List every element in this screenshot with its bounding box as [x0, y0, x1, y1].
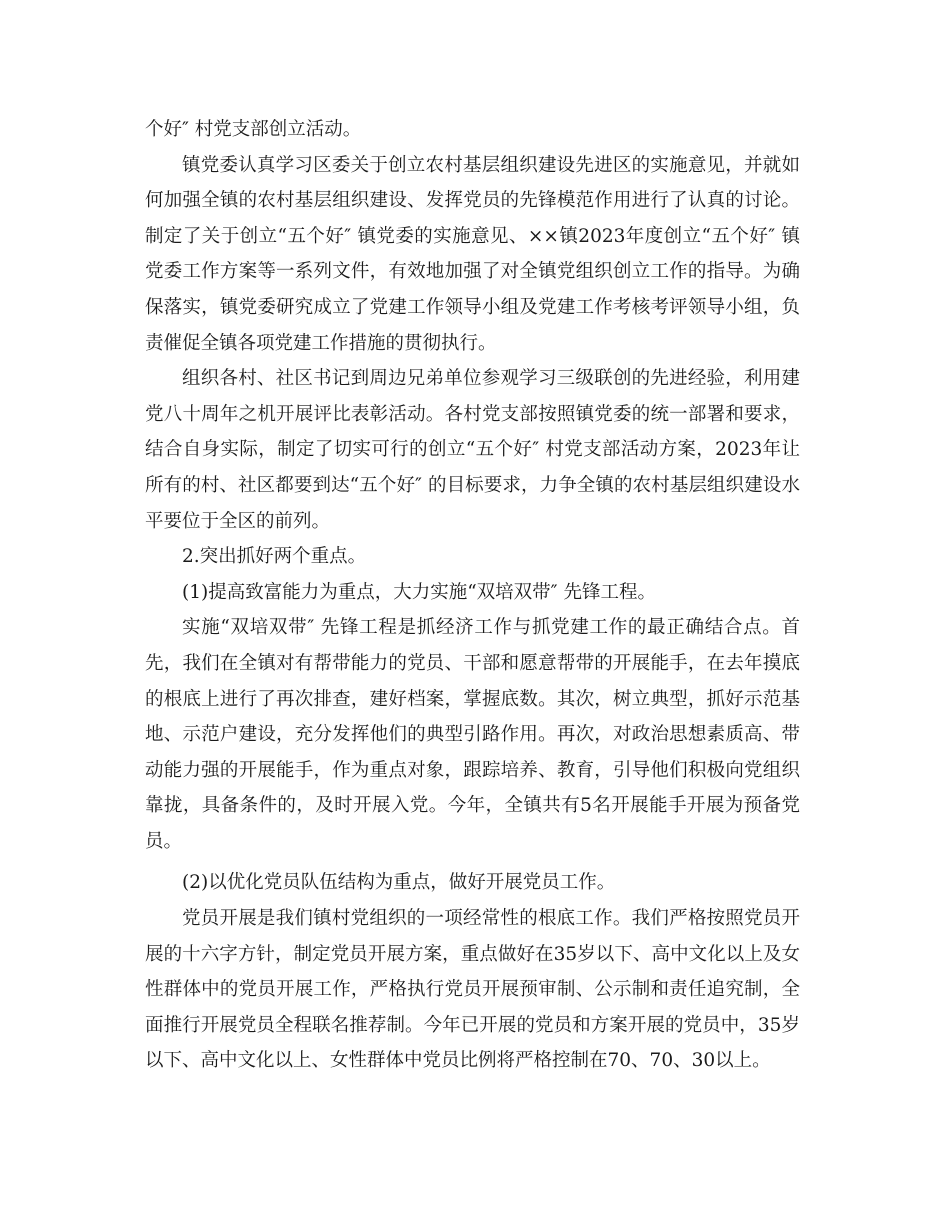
- subheading-member-structure: (2)以优化党员队伍结构为重点，做好开展党员工作。: [182, 872, 616, 894]
- section-heading-two-priorities: 2.突出抓好两个重点。: [182, 546, 367, 568]
- document-body: [145, 112, 800, 1079]
- paragraph-double-cultivation: 实施“双培双带″ 先锋工程是抓经济工作与抓党建工作的最正确结合点。首先，我们在全镇对有帮带能力的党员、干部和愿意帮带的开展能手，在去年摸底的根底上进行了再次排查，建好档案，掌握底数。其次，树立典型，抓好示范基地、示范户建设，充分发挥他们的典型引路作用。再次，对政治思想素质高、带动能力强的开展能手，作为重点对象，跟踪培养、教育，引导他们积极向党组织靠拢，具备条件的，及时开展入党。今年，全镇共有5名开展能手开展为预备党员。: [145, 617, 800, 852]
- paragraph-continuation: 个好″ 村党支部创立活动。: [145, 119, 362, 140]
- paragraph-village-secretaries: 组织各村、社区书记到周边兄弟单位参观学习三级联创的先进经验，利用建党八十周年之机开展评比表彰活动。各村党支部按照镇党委的统一部署和要求，结合自身实际，制定了切实可行的创立“五个好″ 村党支部活动方案，2023年让所有的村、社区都要到达“五个好″ 的目标要求，力争全镇的农村基层组织建设水平要位于全区的前列。: [145, 368, 800, 532]
- paragraph-member-development: 党员开展是我们镇村党组织的一项经常性的根底工作。我们严格按照党员开展的十六字方针，制定党员开展方案，重点做好在35岁以下、高中文化以上及女性群体中的党员开展工作，严格执行党员开展预审制、公示制和责任追究制，全面推行开展党员全程联名推荐制。今年已开展的党员和方案开展的党员中，35岁以下、高中文化以上、女性群体中党员比例将严格控制在70、70、30以上。: [145, 908, 800, 1072]
- paragraph-party-committee-study: 镇党委认真学习区委关于创立农村基层组织建设先进区的实施意见，并就如何加强全镇的农村基层组织建设、发挥党员的先锋模范作用进行了认真的讨论。制定了关于创立“五个好″ 镇党委的实施意见、××镇2023年度创立“五个好″ 镇党委工作方案等一系列文件，有效地加强了对全镇党组织创立工作的指导。为确保落实，镇党委研究成立了党建工作领导小组及党建工作考核考评领导小组，负责催促全镇各项党建工作措施的贯彻执行。: [145, 154, 800, 354]
- subheading-double-cultivation: (1)提高致富能力为重点，大力实施“双培双带″ 先锋工程。: [182, 581, 656, 603]
